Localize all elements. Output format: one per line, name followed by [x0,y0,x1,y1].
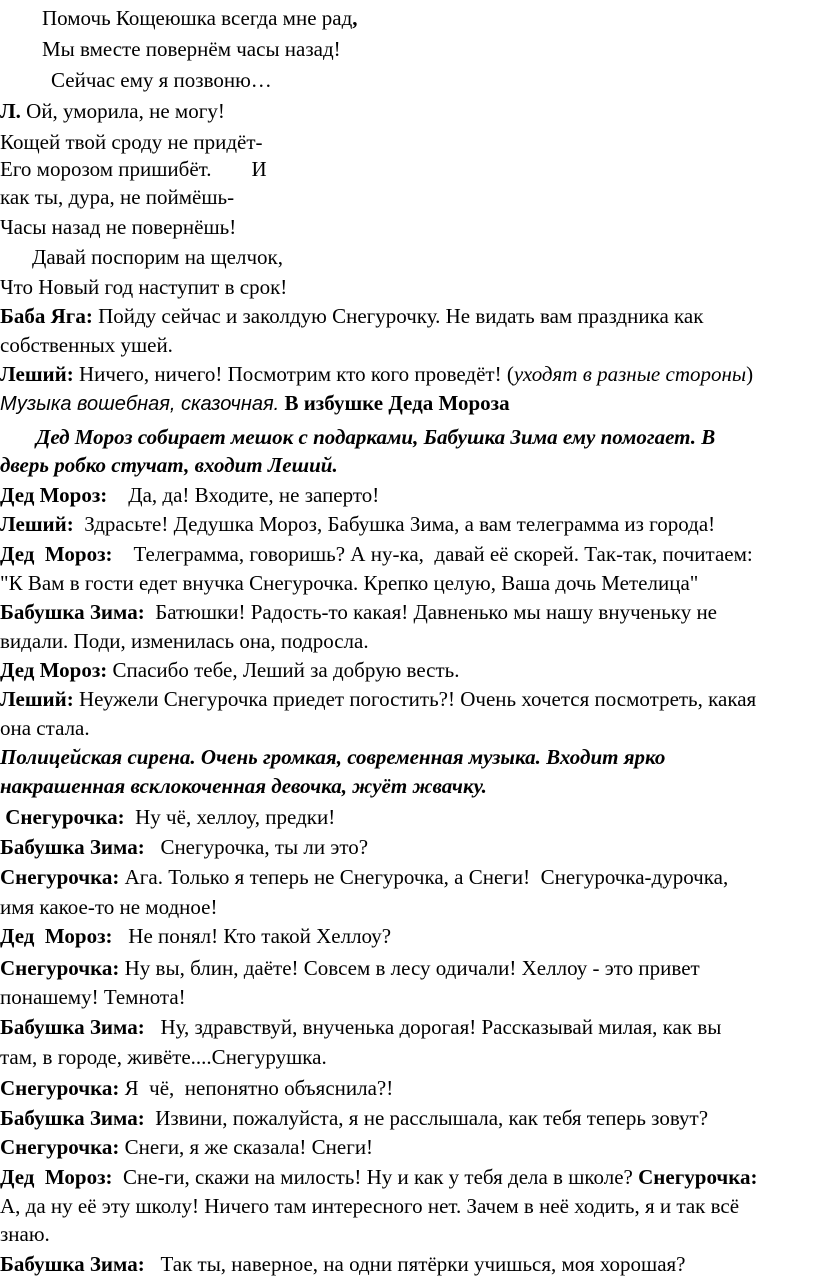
speaker-name: Дед Мороз: [0,483,108,507]
speech-text: Неужели Снегурочка приедет погостить?! Очень хочется посмотреть, какая [73,687,757,711]
stage-direction: дверь робко стучат, входит Леший. [0,453,338,477]
speech-text: Да, да! Входите, не заперто! [107,483,380,507]
speaker-name: Дед Мороз: [0,924,113,948]
speaker-name: Бабушка Зима: [0,1252,145,1276]
stage-direction: Дед Мороз собирает мешок с подарками, Бабушка Зима ему помогает. В [36,425,716,449]
speech-text: Не понял! Кто такой Хеллоу? [112,924,392,948]
dialogue-line [0,302,703,330]
dialogue-line [0,833,368,861]
poem-text: , [352,6,358,30]
dialogue-line: знаю. [0,1222,50,1246]
speaker-name: Снегурочка: [638,1165,758,1189]
speaker-name: Бабушка Зима: [0,600,145,624]
speech-text: Ну вы, блин, даёте! Совсем в лесу одичали! Хеллоу - это привет [119,956,700,980]
speaker-name: Дед Мороз: [0,658,108,682]
speech-text: Батюшки! Радость-то какая! Давненько мы нашу внученьку не [144,600,717,624]
poem-line [42,4,358,32]
scene-title: В избушке Деда Мороза [279,391,510,415]
speaker-name: Л. [0,99,21,123]
poem-line [0,155,267,183]
dialogue-line [0,540,753,568]
dialogue-line: там, в городе, живёте....Снегурушка. [0,1045,327,1069]
dialogue-line [0,1133,373,1161]
poem-text: Помочь Кощеюшка всегда мне рад [42,6,353,30]
dialogue-line [0,510,715,538]
dialogue-line [0,1163,758,1191]
dialogue-line [0,863,728,891]
dialogue-line [0,97,225,125]
speaker-name: Снегурочка: [0,865,120,889]
speaker-name: Леший: [0,687,74,711]
poem-line: Кощей твой сроду не придёт- [0,130,263,154]
dialogue-line: собственных ушей. [0,333,173,357]
speech-text: Так ты, наверное, на одни пятёрки учишься, моя хорошая? [144,1252,686,1276]
dialogue-line [0,360,753,388]
poem-line: Давай поспорим на щелчок, [32,245,283,269]
speech-text: Сне-ги, скажи на милость! Ну и как у тебя дела в школе? [112,1165,639,1189]
speaker-name: Бабушка Зима: [0,1106,145,1130]
speaker-name: Бабушка Зима: [0,835,145,859]
speech-text: Я чё, непонятно объяснила?! [119,1076,394,1100]
poem-text: Его морозом пришибёт. [0,157,212,181]
dialogue-line: понашему! Темнота! [0,985,186,1009]
dialogue-line [0,922,391,950]
speech-text: Ну чё, хеллоу, предки! [124,805,336,829]
dialogue-line [0,954,700,982]
dialogue-line: она стала. [0,716,90,740]
speech-text: Ничего, ничего! Посмотрим кто кого проведёт! ( [73,362,514,386]
speaker-name: Дед Мороз: [0,542,113,566]
speaker-name: Снегурочка: [0,1135,120,1159]
poem-line: Что Новый год наступит в срок! [0,275,288,299]
dialogue-line: "К Вам в гости едет внучка Снегурочка. Крепко целую, Ваша дочь Метелица" [0,571,699,595]
dialogue-line [0,481,379,509]
dialogue-line [0,803,335,831]
dialogue-line [0,598,717,626]
speaker-name: Бабушка Зима: [0,1015,145,1039]
speech-text: Спасибо тебе, Леший за добрую весть. [107,658,460,682]
dialogue-line: имя какое-то не модное! [0,895,218,919]
dialogue-line [0,685,756,713]
poem-text: И [251,157,267,181]
speech-text: Ну, здравствуй, внученька дорогая! Рассказывай милая, как вы [144,1015,722,1039]
poem-line: Мы вместе повернём часы назад! [42,37,341,61]
dialogue-line [0,1013,721,1041]
dialogue-line [0,1074,393,1102]
stage-direction: Полицейская сирена. Очень громкая, современная музыка. Входит ярко [0,745,666,769]
speaker-name: Снегурочка: [0,805,125,829]
speech-text: Снегурочка, ты ли это? [144,835,369,859]
music-note: Музыка вошебная, сказочная. [0,393,280,415]
speech-text: Пойду сейчас и заколдую Снегурочку. Не видать вам праздника как [92,304,704,328]
speech-text: ) [746,362,754,386]
speech-text: Здрасьте! Дедушка Мороз, Бабушка Зима, а вам телеграмма из города! [73,512,716,536]
poem-line: как ты, дура, не поймёшь- [0,185,235,209]
speaker-name: Снегурочка: [0,1076,120,1100]
poem-line: Сейчас ему я позвоню… [51,68,272,92]
stage-direction: уходят в разные стороны [513,362,747,386]
poem-line: Часы назад не повернёшь! [0,215,237,239]
dialogue-line [0,656,460,684]
speech-text: Извини, пожалуйста, я не расслышала, как тебя теперь зовут? [144,1106,709,1130]
speaker-name: Леший: [0,512,74,536]
scene-heading [0,389,510,418]
dialogue-line [0,1250,686,1278]
dialogue-line [0,1104,708,1132]
speech-text: Ага. Только я теперь не Снегурочка, а Снеги! Снегурочка-дурочка, [119,865,729,889]
speaker-name: Леший: [0,362,74,386]
dialogue-line: видали. Поди, изменилась она, подросла. [0,629,369,653]
stage-direction: накрашенная всклокоченная девочка, жуёт жвачку. [0,774,487,798]
speaker-name: Баба Яга: [0,304,93,328]
speaker-name: Дед Мороз: [0,1165,113,1189]
speaker-name: Снегурочка: [0,956,120,980]
speech-text: Телеграмма, говоришь? А ну-ка, давай её скорей. Так-так, почитаем: [112,542,753,566]
speech-text: Ой, уморила, не могу! [20,99,225,123]
dialogue-line: А, да ну её эту школу! Ничего там интересного нет. Зачем в неё ходить, я и так всё [0,1194,740,1218]
speech-text: Снеги, я же сказала! Снеги! [119,1135,374,1159]
